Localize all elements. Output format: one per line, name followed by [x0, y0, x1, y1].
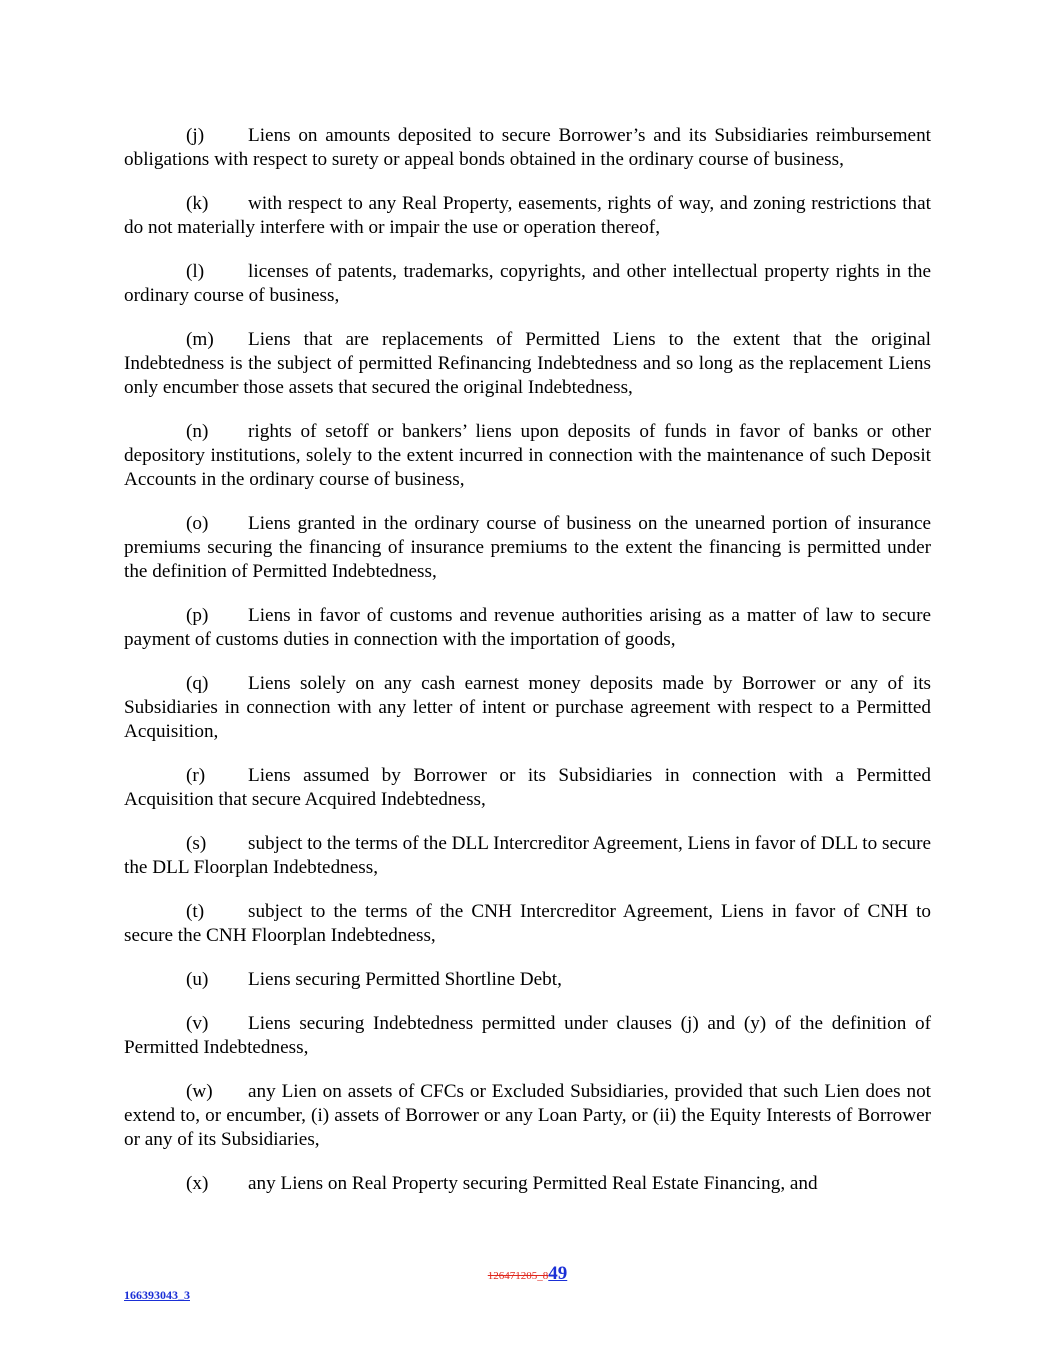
clause-label: (q)	[186, 673, 209, 694]
clause-text: Liens solely on any cash earnest money deposits made by Borrower or any of its Subsidiaries in connection with any letter of intent or purchase agreement with respect to a Permitted Acquisition,	[124, 673, 931, 742]
clause-label: (t)	[186, 901, 205, 922]
clause-n	[124, 420, 931, 492]
clause-label: (j)	[186, 125, 205, 146]
clause-text: rights of setoff or bankers’ liens upon deposits of funds in favor of banks or other depository institutions, solely to the extent incurred in connection with the maintenance of such Deposit Accounts in the ordinary course of business,	[124, 421, 931, 490]
clause-label: (l)	[186, 261, 205, 282]
clause-s	[124, 832, 931, 880]
clause-u	[124, 968, 931, 992]
clause-label: (o)	[186, 513, 209, 534]
page-footer	[0, 1262, 1055, 1288]
document-id: 166393043_3	[124, 1288, 190, 1302]
clause-q	[124, 672, 931, 744]
clause-t	[124, 900, 931, 948]
clause-label: (s)	[186, 833, 207, 854]
clause-label: (p)	[186, 605, 209, 626]
clause-label: (m)	[186, 329, 214, 350]
clause-r	[124, 764, 931, 812]
clause-text: Liens in favor of customs and revenue authorities arising as a matter of law to secure payment of customs duties in connection with the importation of goods,	[124, 605, 931, 650]
clause-text: subject to the terms of the CNH Intercreditor Agreement, Liens in favor of CNH to secure the CNH Floorplan Indebtedness,	[124, 901, 931, 946]
clause-v	[124, 1012, 931, 1060]
clause-p	[124, 604, 931, 652]
clause-text: Liens that are replacements of Permitted Liens to the extent that the original Indebtedness is the subject of permitted Refinancing Indebtedness and so long as the replacement Liens only encumber those assets that secured the original Indebtedness,	[124, 329, 931, 398]
clause-m	[124, 328, 931, 400]
clause-text: any Lien on assets of CFCs or Excluded Subsidiaries, provided that such Lien does not extend to, or encumber, (i) assets of Borrower or any Loan Party, or (ii) the Equity Interests of Borrower or any of its Subsidiaries,	[124, 1081, 931, 1150]
clause-label: (u)	[186, 969, 209, 990]
deleted-page-number: 126471205_8	[487, 1270, 549, 1282]
clause-j	[124, 124, 931, 172]
clause-label: (r)	[186, 765, 206, 786]
clause-x	[124, 1172, 931, 1196]
clause-text: Liens granted in the ordinary course of business on the unearned portion of insurance premiums securing the financing of insurance premiums to the extent the financing is permitted under the definition of Permitted Indebtedness,	[124, 513, 931, 582]
page-number: 49	[548, 1263, 568, 1284]
clause-l	[124, 260, 931, 308]
clause-text: Liens securing Indebtedness permitted under clauses (j) and (y) of the definition of Permitted Indebtedness,	[124, 1013, 931, 1058]
clause-text: Liens securing Permitted Shortline Debt,	[248, 969, 562, 990]
clause-text: Liens assumed by Borrower or its Subsidiaries in connection with a Permitted Acquisition that secure Acquired Indebtedness,	[124, 765, 931, 810]
clause-label: (x)	[186, 1173, 209, 1194]
clause-k	[124, 192, 931, 240]
document-body	[124, 124, 931, 1216]
clause-w	[124, 1080, 931, 1152]
clause-label: (k)	[186, 193, 209, 214]
clause-text: Liens on amounts deposited to secure Borrower’s and its Subsidiaries reimbursement obligations with respect to surety or appeal bonds obtained in the ordinary course of business,	[124, 125, 931, 170]
clause-label: (w)	[186, 1081, 213, 1102]
clause-label: (v)	[186, 1013, 209, 1034]
clause-text: with respect to any Real Property, easements, rights of way, and zoning restrictions that do not materially interfere with or impair the use or operation thereof,	[124, 193, 931, 238]
clause-text: any Liens on Real Property securing Permitted Real Estate Financing, and	[248, 1173, 818, 1194]
clause-o	[124, 512, 931, 584]
clause-text: licenses of patents, trademarks, copyrights, and other intellectual property rights in the ordinary course of business,	[124, 261, 931, 306]
clause-label: (n)	[186, 421, 209, 442]
clause-text: subject to the terms of the DLL Intercreditor Agreement, Liens in favor of DLL to secure the DLL Floorplan Indebtedness,	[124, 833, 931, 878]
